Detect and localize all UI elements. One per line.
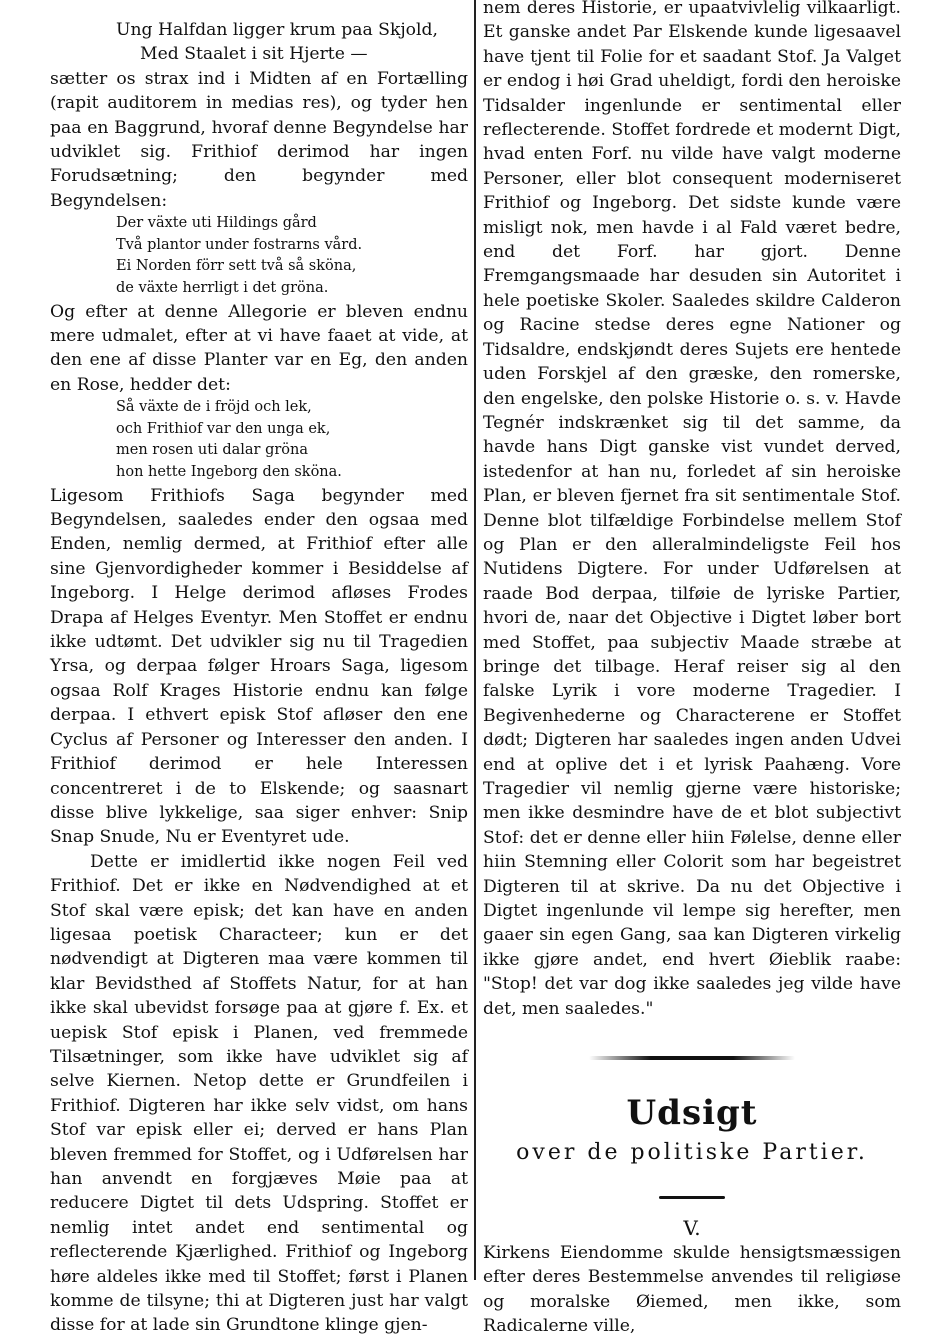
verse-line: Så växte de i fröjd och lek, — [116, 399, 312, 416]
verse-line: och Frithiof var den unga ek, — [116, 420, 331, 437]
section-subtitle: over de politiske Partier. — [516, 1140, 868, 1166]
section-numeral: V. — [683, 1216, 701, 1241]
verse-line: Två plantor under fostrarns vård. — [116, 236, 363, 253]
paragraph: nem deres Historie, er upaatvivlelig vilkaarligt. Et ganske andet Par Elskende kunde ligesaavel have tjent til Folie for et saadant Stof. Ja Valget er endog i høi Grad uheldigt, fordi den heroiske Tidsalder ingenlunde er sentimental eller reflecterende. Stoffet fordrede et modernt Digt, hvad enten Forf. nu vilde have valgt moderne Personer, eller blot consequent moderniseret Frithiof og Ingeborg. Det sidste kunde være misligt nok, men havde i al Fald været bedre, end det Forf. har gjort. Denne Fremgangsmaade har desuden sin Autoritet i hele poetiske Skoler. Saaledes skildre Calderon og Racine stedse deres egne Nationer og Tidsaldre, endskjøndt deres Sujets ere hentede uden Forskjel af den græske, den romerske, den engelske, den polske Historie o. s. v. Havde Tegnér indskrænket sig til det samme, da havde hans Digt ganske vist vundet derved, istedenfor at han nu, forledet af sin heroiske Plan, er bleven fjernet fra sit sentimentale Stof. Denne blot tilfældige Forbindelse mellem Stof og Plan er den alleralmindeligste Feil hos Nutidens Digtere. For under Udførelsen at raade Bod derpaa, tilføie de lyriske Partier, hvori de, naar det Objective i Digtet løber bort med Stoffet, paa subjectiv Maade stræbe at bringe det tilbage. Heraf reiser sig al den falske Lyrik i vore moderne Tragedier. I Begivenhederne og Characterene er Stoffet dødt; Digteren har saaledes ingen anden Udvei end at oplive det i et lyrisk Paahæng. Vore Tragedier vil nemlig gjerne være historiske; men ikke desmindre have de et blot subjectivt Stof: det er denne eller hiin Følelse, denne eller hiin Stemning eller Colorit som har begeistret Digteren til at skrive. Da nu det Objective i Digtet ingenlunde vil lempe sig herefter, men gaaer sin egen Gang, saa kan Digteren virkelig ikke gjøre andet, end hvert Øieblik raabe: "Stop! det var dog ikke saaledes jeg vilde have det, men saaledes." — [483, 0, 901, 1019]
motto-line: Ung Halfdan ligger krum paa Skjold, — [116, 20, 438, 40]
left-column — [50, 18, 468, 1336]
verse-block — [116, 213, 468, 299]
column-divider — [474, 0, 476, 1280]
right-column — [483, 0, 901, 1337]
ornamental-rule — [483, 1047, 901, 1069]
paragraph: Kirkens Eiendomme skulde hensigtsmæssigen efter deres Bestemmelse anvendes til religiøse og moralske Øiemed, men ikke, som Radicalerne ville, — [483, 1243, 901, 1337]
section-title: Udsigt — [626, 1093, 758, 1134]
verse-line: hon hette Ingeborg den sköna. — [116, 464, 342, 481]
verse-block — [116, 397, 468, 483]
paragraph: sætter os strax ind i Midten af en Fortælling (rapit auditorem in medias res), og tyder hen paa en Baggrund, hvoraf denne Begyndelse har udviklet sig. Frithiof derimod har ingen Forudsætning; den begynder med Begyndelsen: — [50, 68, 468, 211]
motto-line: Med Staalet i sit Hjerte — — [140, 44, 368, 65]
verse-line: Ei Norden förr sett två så sköna, — [116, 258, 357, 275]
paragraph: Og efter at denne Allegorie er bleven endnu mere udmalet, efter at vi have faaet at vide, at den ene af disse Planter var en Eg, den anden en Rose, hedder det: — [50, 301, 468, 395]
short-rule — [483, 1189, 901, 1207]
verse-line: Der växte uti Hildings gård — [116, 215, 317, 232]
paragraph: Ligesom Frithiofs Saga begynder med Begyndelsen, saaledes ender den ogsaa med Enden, nemlig dermed, at Frithiof efter alle sine Gjenvordigheder kommer i Besiddelse af Ingeborg. I Helge derimod afløses Frodes Drapa af Helges Eventyr. Men Stoffet er endnu ikke udtømt. Det udvikler sig nu til Tragedien Yrsa, og derpaa følger Hroars Saga, ligesom ogsaa Rolf Krages Historie endnu kan følge derpaa. I ethvert episk Stof afløser den ene Cyclus af Personer og Interesser den anden. I Frithiof derimod er hele Interessen concentreret i de to Elskende; og saasnart disse blive lykkelige, saa siger enhver: Snip Snap Snude, Nu er Eventyret ude. — [50, 485, 468, 848]
verse-line: men rosen uti dalar gröna — [116, 442, 308, 459]
verse-line: de växte herrligt i det gröna. — [116, 280, 329, 297]
paragraph: Dette er imidlertid ikke nogen Feil ved Frithiof. Det er ikke en Nødvendighed at et Stof skal være episk; det kan have en anden ligesaa poetisk Characteer; kun er det nødvendigt at Digteren maa være kommen til klar Bevidsthed af Stoffets Natur, for at han ikke skal ubevidst forsøge paa at gjøre f. Ex. et uepisk Stof episk i Planen, ved fremmede Tilsætninger, som ikke have udviklet sig af selve Kiernen. Netop dette er Grundfeilen i Frithiof. Digteren har ikke selv vidst, om hans Stof var episk eller ei; derved er hans Plan bleven fremmed for Stoffet, og i Udførelsen har han anvendt en forgjæves Møie paa at reducere Digtet til dets Udspring. Stoffet er nemlig intet andet end sentimental og reflecterende Kjærlighed. Frithiof og Ingeborg høre aldeles ikke med til Stoffet; først i Planen komme de tilsyne; thi at Digteren just har valgt disse for at lade sin Grundtone klinge gjen- — [50, 851, 468, 1336]
